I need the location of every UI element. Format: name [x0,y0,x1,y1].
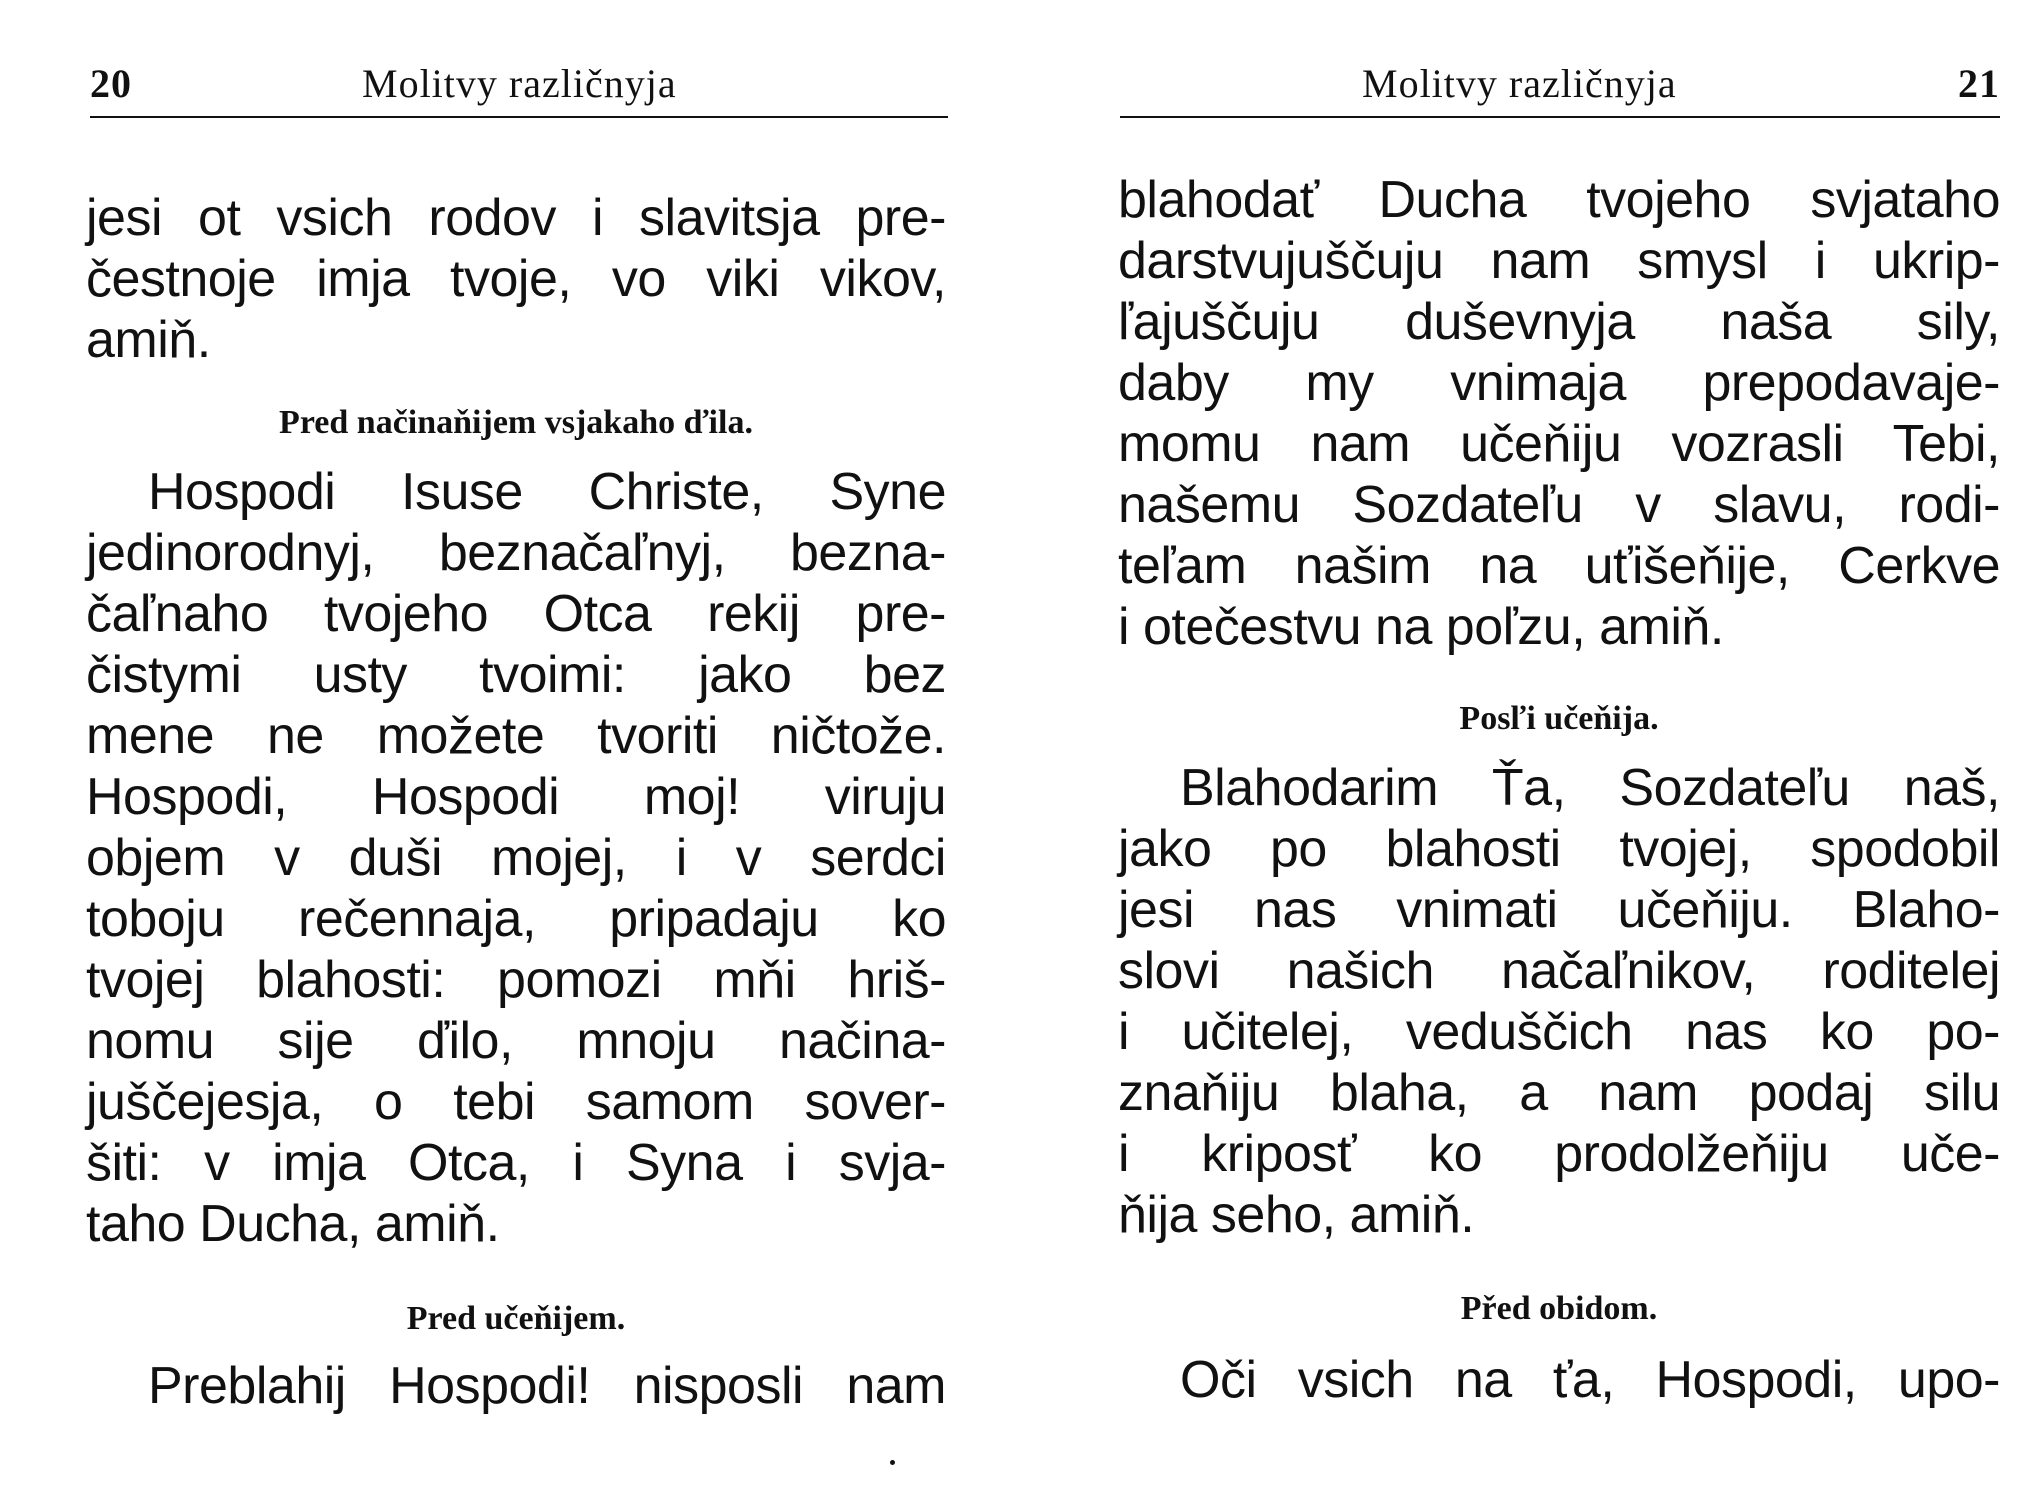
text-line: momu nam učeňiju vozrasli Tebi, [1118,415,2000,473]
left-section-heading-1: Pred načinaňijem vsjakaho ďila. [279,404,753,441]
text-line: ňija seho, amiň. [1118,1186,1475,1244]
text-line: Oči vsich na ťa, Hospodi, upo- [1180,1351,2000,1409]
text-line: Preblahij Hospodi! nisposli nam [148,1357,946,1415]
text-line: toboju rečennaja, pripadaju ko [86,890,946,948]
text-line: čestnoje imja tvoje, vo viki vikov, [86,250,946,308]
right-page [1010,0,2040,1500]
text-line: teľam našim na uťišeňije, Cerkve [1118,537,2000,595]
right-prayer-before-meal [1118,1350,2000,1411]
left-page-number: 20 [90,61,132,106]
text-line: juščejesja, o tebi samom sover- [86,1073,946,1131]
left-section-heading-2: Pred učeňijem. [406,1300,626,1337]
text-line: taho Ducha, amiň. [86,1195,500,1253]
text-line: čaľnaho tvojeho Otca rekij pre- [86,585,946,643]
text-line: znaňiju blaha, a nam podaj silu [1118,1064,2000,1122]
text-line: i kriposť ko prodolžeňiju uče- [1118,1125,2000,1183]
text-line: jako po blahosti tvojej, spodobil [1118,820,2000,878]
text-line: jesi ot vsich rodov i slavitsja pre- [86,189,946,247]
text-line: Hospodi Isuse Christe, Syne [148,463,946,521]
left-paragraph-continued [86,188,946,371]
right-prayer-after-study [1118,758,2000,1246]
right-section-heading-1: Posľi učeňija. [1459,700,1659,737]
text-line: Blahodarim Ťa, Sozdateľu naš, [1180,759,2000,817]
text-line: daby my vnimaja prepodavaje- [1118,354,2000,412]
text-line: jedinorodnyj, beznačaľnyj, bezna- [86,524,946,582]
text-line: tvojej blahosti: pomozi mňi hriš- [86,951,946,1009]
text-line: slovi našich načaľnikov, roditelej [1118,942,2000,1000]
text-line: blahodať Ducha tvojeho svjataho [1118,171,2000,229]
text-line: mene ne možete tvoriti ničtože. [86,707,946,765]
right-section-heading-2: Před obidom. [1460,1290,1658,1327]
left-prayer-before-study [86,1356,946,1417]
text-line: Hospodi, Hospodi moj! viruju [86,768,946,826]
text-line: našemu Sozdateľu v slavu, rodi- [1118,476,2000,534]
text-line: nomu sije ďilo, mnoju načina- [86,1012,946,1070]
right-paragraph-continued [1118,170,2000,658]
left-page-header [90,52,948,118]
text-line: čistymi usty tvoimi: jako bez [86,646,946,704]
text-line: jesi nas vnimati učeňiju. Blaho- [1118,881,2000,939]
text-line: objem v duši mojej, i v serdci [86,829,946,887]
left-page [0,0,1010,1500]
right-running-title: Molitvy različnyja [1362,61,1677,106]
left-prayer-before-work [86,462,946,1255]
text-line: i otečestvu na poľzu, amiň. [1118,598,1724,656]
text-line: darstvujuščuju nam smysl i ukrip- [1118,232,2000,290]
text-line: amiň. [86,311,211,369]
right-page-header [1120,52,2000,118]
right-page-number: 21 [1958,61,2000,106]
text-line: i učitelej, veduščich nas ko po- [1118,1003,2000,1061]
print-speck [890,1460,895,1465]
text-line: šiti: v imja Otca, i Syna i svja- [86,1134,946,1192]
left-running-title: Molitvy različnyja [362,61,677,106]
text-line: ľajuščuju duševnyja naša sily, [1118,293,2000,351]
